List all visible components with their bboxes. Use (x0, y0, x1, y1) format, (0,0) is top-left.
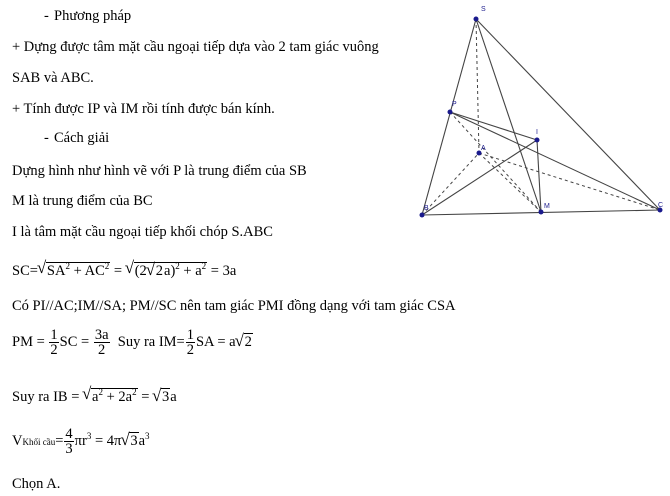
eq-sc-exp: 2 (175, 261, 180, 271)
eq-sc-exp: 2 (104, 261, 110, 271)
eq-sc-term: (2 (134, 262, 147, 279)
point-S (474, 17, 479, 22)
eq-pm-sa: SA = a (195, 333, 236, 350)
bullet-dash: - (44, 8, 49, 24)
eq-v-exp: 3 (86, 431, 92, 441)
segment-AM-hidden (479, 153, 541, 212)
label-S: S (481, 6, 486, 13)
eq-ib-term: a (92, 388, 99, 405)
text-line-6: Dựng hình như hình vẽ với P là trung điểm của SB (12, 163, 307, 179)
eq-v-mid: = 4π (91, 432, 122, 449)
eq-sc-term: + a (179, 262, 202, 279)
edge-SC (476, 19, 660, 210)
eq-sc-equals: = (110, 262, 126, 279)
text-line-14: Chọn A. (12, 476, 61, 492)
eq-sc-exp: 2 (201, 261, 207, 271)
text-line-10: Có PI//AC;IM//SA; PM//SC nên tam giác PMI đồng dạng với tam giác CSA (12, 298, 456, 314)
eq-ib-exp: 2 (98, 387, 103, 397)
eq-pm-suy: Suy ra IM= (117, 333, 185, 350)
eq-v-pi: πr (74, 432, 87, 449)
label-P: P (452, 101, 457, 108)
eq-v-exp: 3 (145, 431, 150, 441)
text-line-7: M là trung điểm của BC (12, 193, 153, 209)
label-B: B (424, 205, 429, 212)
eq-pm-lhs: PM = (12, 333, 45, 350)
text-line-4: + Tính được IP và IM rồi tính được bán kính. (12, 101, 275, 117)
eq-sc-term: a) (164, 262, 176, 279)
fraction-3a-2: $\frac{3a}{2}$ (94, 327, 109, 358)
text-line-8: I là tâm mặt cầu ngoại tiếp khối chóp S.ABC (12, 224, 273, 240)
point-B (420, 213, 425, 218)
fraction-4-3: $\frac{4}{3}$ (65, 426, 73, 457)
eq-sc-term: + AC (69, 262, 105, 279)
label-I: I (536, 129, 538, 136)
text-line-2: + Dựng được tâm mặt cầu ngoại tiếp dựa vào 2 tam giác vuông (12, 39, 379, 55)
solution-label: Cách giải (54, 130, 110, 146)
text-line-3: SAB và ABC. (12, 70, 94, 86)
eq-sc-lhs: SC= (12, 262, 38, 279)
eq-sc-result: = 3a (207, 262, 237, 279)
point-I (535, 138, 540, 143)
sqrt-3: √ 3 (153, 389, 170, 406)
eq-ib-lhs: Suy ra IB = (12, 388, 80, 405)
fraction-1-2b: $\frac{1}{2}$ (186, 327, 194, 358)
eq-sc-exp: 2 (65, 261, 70, 271)
eq-sc-term: SA (46, 262, 66, 279)
eq-v-equals: = (55, 432, 64, 449)
eq-ib-equals: = (137, 388, 154, 405)
eq-v-sub: Khối cầu (22, 436, 56, 447)
sqrt-3: √ 3 (121, 433, 138, 450)
eq-ib-term: + 2a (102, 388, 133, 405)
edge-SA-hidden (476, 19, 479, 153)
label-C: C (658, 202, 664, 209)
label-A: A (481, 145, 486, 152)
sqrt-2: √ 2 (236, 334, 253, 351)
bullet-dash: - (44, 130, 49, 146)
eq-ib-tail: a (170, 388, 177, 405)
label-M: M (544, 203, 550, 210)
eq-v-v: V (12, 432, 23, 449)
eq-ib-exp: 2 (132, 387, 137, 397)
point-M (539, 210, 544, 215)
eq-v-tail: a (138, 432, 146, 449)
edge-SM (476, 19, 541, 212)
point-P (448, 110, 453, 115)
fraction-1-2: $\frac{1}{2}$ (50, 327, 58, 358)
method-label: Phương pháp (54, 8, 132, 24)
eq-pm-sc: SC = (59, 333, 90, 350)
sqrt-2: √ 2 (147, 263, 164, 280)
segment-PC (450, 112, 660, 210)
